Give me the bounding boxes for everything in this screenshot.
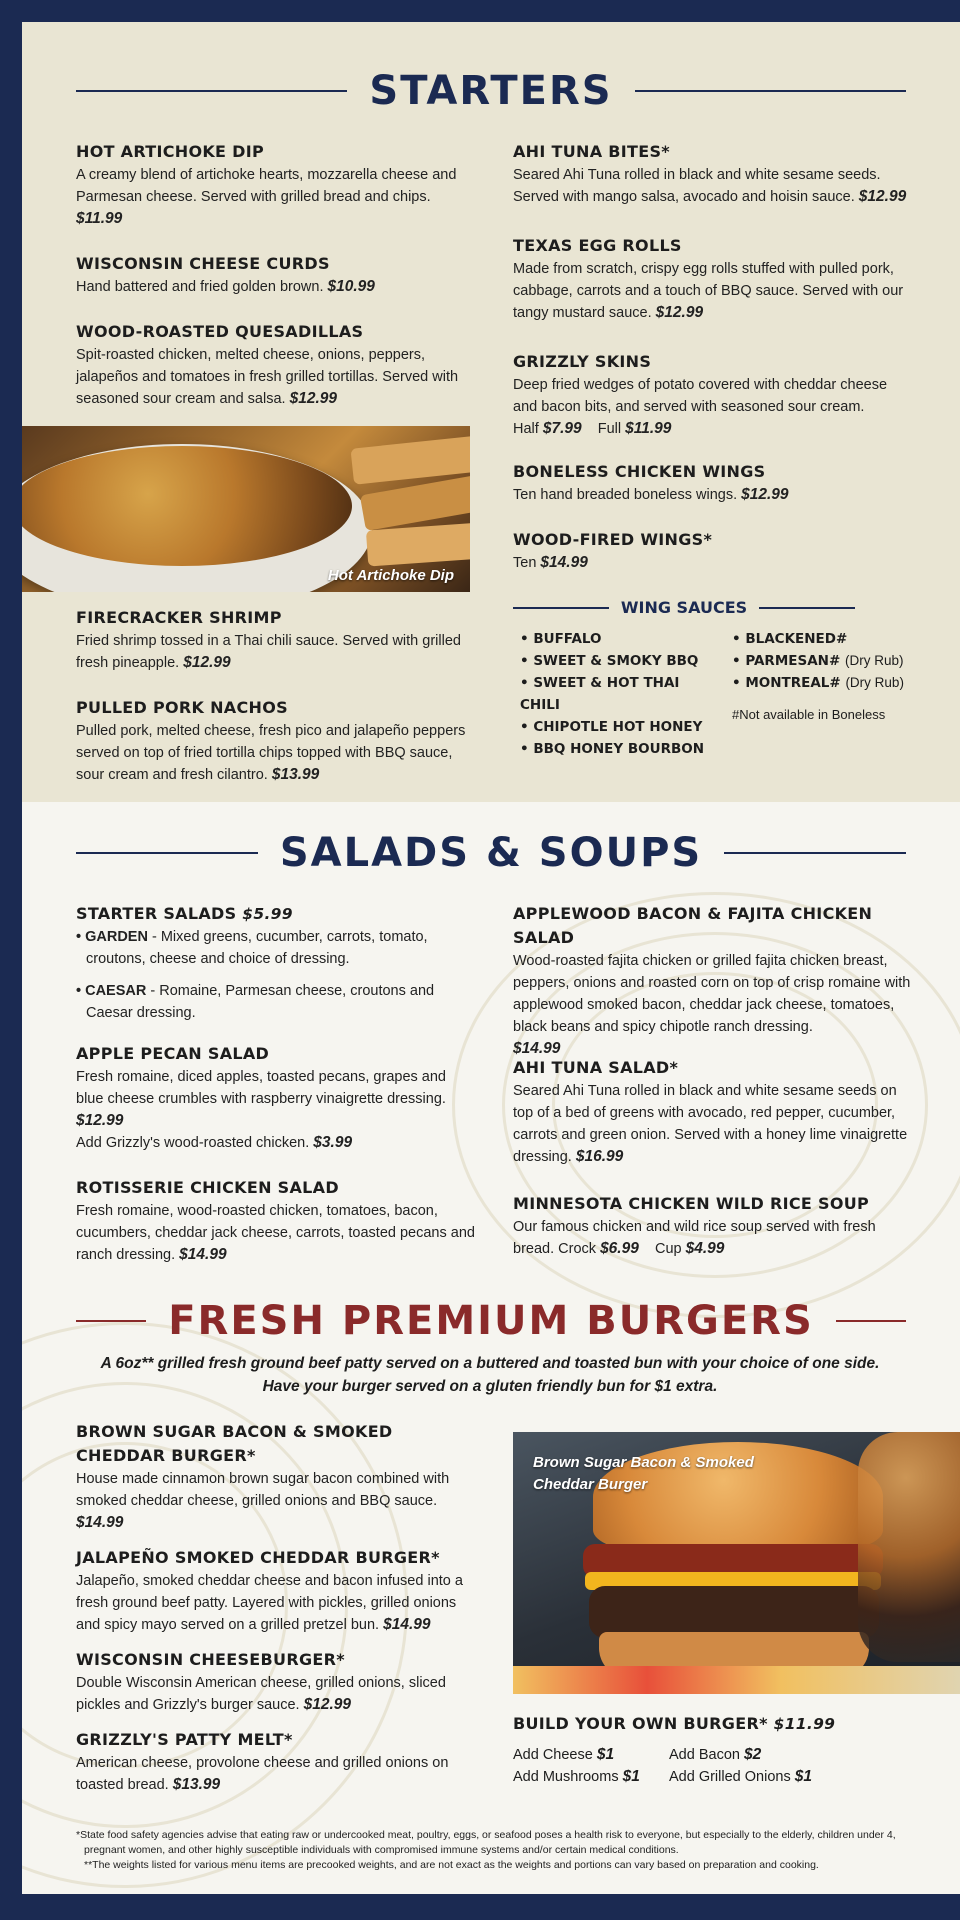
menu-item [76, 140, 476, 230]
full-price: $11.99 [625, 420, 672, 437]
item-desc: Fried shrimp tossed in a Thai chili sauce. Served with grilled fresh pineapple. [76, 633, 461, 671]
photo-caption: Hot Artichoke Dip [327, 567, 454, 584]
item-name: MINNESOTA CHICKEN WILD RICE SOUP [513, 1194, 870, 1213]
sauce-item: • BBQ HONEY BOURBON [520, 741, 705, 757]
menu-item [76, 1728, 476, 1796]
item-name: BONELESS CHICKEN WINGS [513, 462, 766, 481]
item-name: FIRECRACKER SHRIMP [76, 608, 282, 627]
item-desc: Wood-roasted fajita chicken or grilled fajita chicken breast, peppers, onions and roasted corn on top of crisp romaine with applewood smoked bacon, cheddar jack cheese, tomatoes, black beans and spicy chipotle ranch dressing. [513, 953, 911, 1035]
item-name: ROTISSERIE CHICKEN SALAD [76, 1178, 339, 1197]
photo-caption: Brown Sugar Bacon & Smoked Cheddar Burger [533, 1454, 754, 1493]
cup-label: Cup [654, 1241, 682, 1257]
item-price: $12.99 [741, 486, 789, 503]
item-name: JALAPEÑO SMOKED CHEDDAR BURGER* [76, 1548, 440, 1567]
bread-slice [350, 435, 470, 484]
addon-price: $2 [743, 1746, 762, 1763]
item-price: $14.99 [383, 1616, 431, 1633]
option-name: • GARDEN [76, 929, 148, 945]
burgers-header [76, 1298, 906, 1344]
menu-item [76, 252, 476, 298]
footnotes [76, 1828, 906, 1873]
item-price: $14.99 [513, 1040, 561, 1057]
item-desc: Hand battered and fried golden brown. [76, 279, 324, 295]
option-name: • CAESAR [76, 983, 147, 999]
menu-item [513, 1712, 913, 1788]
crock-label: Crock [558, 1241, 597, 1257]
sauce-item: • MONTREAL# [732, 675, 841, 691]
crock-price: $6.99 [600, 1240, 639, 1257]
burgers-title: FRESH PREMIUM BURGERS [168, 1298, 814, 1344]
item-desc: Our famous chicken and wild rice soup served with fresh bread. [513, 1219, 876, 1257]
item-desc: Seared Ahi Tuna rolled in black and white sesame seeds on top of a bed of greens with avocado, red pepper, cucumber, carrots and green onion. Served with a honey lime vinaigrette dressing. [513, 1083, 908, 1165]
item-name: STARTER SALADS [76, 904, 237, 923]
addon-price: $3.99 [313, 1134, 353, 1151]
footnote-text: *State food safety agencies advise that eating raw or undercooked meat, poultry, eggs, or seafood poses a health risk to everyone, but especially to the elderly, children under 4, pregnant women, and other highly susceptible individuals with compromised immune systems and/or certain medical conditions. [76, 1829, 896, 1856]
item-price: $11.99 [76, 210, 123, 227]
item-desc: Deep fried wedges of potato covered with cheddar cheese and bacon bits, and served with seasoned sour cream. [513, 377, 888, 415]
item-name: PULLED PORK NACHOS [76, 698, 288, 717]
half-label: Half [513, 421, 539, 437]
menu-item [76, 1176, 476, 1266]
item-name: GRIZZLY SKINS [513, 352, 652, 371]
option-desc: - Mixed greens, cucumber, carrots, tomato, croutons, cheese and choice of dressing. [86, 929, 428, 967]
menu-item [513, 1056, 913, 1168]
menu-item [513, 460, 913, 506]
item-desc: A creamy blend of artichoke hearts, mozzarella cheese and Parmesan cheese. Served with grilled bread and chips. [76, 167, 457, 205]
item-price: $16.99 [575, 1148, 624, 1165]
wing-sauces-header [513, 598, 855, 617]
starters-title: STARTERS [369, 68, 613, 114]
sauce-note: (Dry Rub) [844, 653, 904, 668]
item-desc: American cheese, provolone cheese and grilled onions on toasted bread. [76, 1755, 449, 1793]
menu-item [513, 1192, 913, 1260]
item-desc: Made from scratch, crispy egg rolls stuffed with pulled pork, cabbage, carrots and a touch of BBQ sauce. Served with our tangy mustard sauce. [513, 261, 904, 321]
option-desc: - Romaine, Parmesan cheese, croutons and Caesar dressing. [86, 983, 435, 1021]
item-name: APPLE PECAN SALAD [76, 1044, 270, 1063]
menu-item [76, 1546, 476, 1636]
sauce-item: • SWEET & SMOKY BBQ [520, 653, 699, 669]
menu-item [76, 902, 476, 1024]
item-name: BUILD YOUR OWN BURGER* [513, 1714, 768, 1733]
full-label: Full [597, 421, 622, 437]
item-name: WISCONSIN CHEESEBURGER* [76, 1650, 345, 1669]
wing-sauces-title: WING SAUCES [620, 598, 748, 617]
item-price: $12.99 [289, 390, 338, 407]
item-price: $12.99 [76, 1112, 124, 1129]
menu-item [513, 902, 913, 1060]
item-name: HOT ARTICHOKE DIP [76, 142, 265, 161]
byo-addons [513, 1744, 913, 1788]
wing-sauce-list [732, 628, 932, 726]
menu-item [76, 1648, 476, 1716]
sauce-note: (Dry Rub) [845, 675, 904, 690]
item-desc: Pulled pork, melted cheese, fresh pico and jalapeño peppers served on top of fried tortilla chips topped with BBQ sauce, sour cream and fresh cilantro. [76, 723, 466, 783]
menu-item [513, 140, 913, 208]
item-name: BROWN SUGAR BACON & SMOKED CHEDDAR BURGER* [76, 1422, 393, 1465]
cup-price: $4.99 [685, 1240, 725, 1257]
footnote-text: **The weights listed for various menu items are precooked weights, and are not exact as the weights and portions can vary based on preparation and cooking. [84, 1859, 819, 1871]
item-price: $12.99 [183, 654, 231, 671]
menu-item [513, 350, 913, 440]
wing-sauce-list [520, 628, 720, 760]
item-desc: Jalapeño, smoked cheddar cheese and bacon infused into a fresh ground beef patty. Layered with pickles, grilled onions and spicy mayo served on a grilled pretzel bun. [76, 1573, 463, 1633]
item-desc: Fresh romaine, wood-roasted chicken, tomatoes, bacon, cucumbers, cheddar jack cheese, carrots, toasted pecans and ranch dressing. [76, 1203, 475, 1263]
item-name: APPLEWOOD BACON & FAJITA CHICKEN SALAD [513, 904, 873, 947]
addon-label: Add Bacon [669, 1747, 740, 1763]
menu-item [76, 606, 476, 674]
item-price: $14.99 [179, 1246, 227, 1263]
sauce-item: • PARMESAN# [732, 653, 841, 669]
menu-item [76, 1042, 476, 1154]
item-desc: Ten hand breaded boneless wings. [513, 487, 738, 503]
menu-item [76, 320, 476, 410]
item-price: $13.99 [172, 1776, 221, 1793]
item-price: $11.99 [773, 1715, 836, 1733]
burger-photo [513, 1432, 960, 1694]
addon-price: $1 [596, 1746, 615, 1763]
item-desc: House made cinnamon brown sugar bacon combined with smoked cheddar cheese, grilled onions and BBQ sauce. [76, 1471, 450, 1509]
menu-item [76, 696, 476, 786]
addon-price: $1 [622, 1768, 640, 1785]
item-price: $14.99 [540, 554, 588, 571]
item-name: WOOD-ROASTED QUESADILLAS [76, 322, 364, 341]
item-desc: Spit-roasted chicken, melted cheese, onions, peppers, jalapeños and tomatoes in fresh grilled tortillas. Served with seasoned sour cream and salsa. [76, 347, 459, 407]
addon-text: Add Grizzly's wood-roasted chicken. [76, 1135, 310, 1151]
sauce-item: • SWEET & HOT THAI CHILI [520, 675, 680, 713]
addon-label: Add Grilled Onions [669, 1769, 791, 1785]
menu-item [513, 234, 913, 324]
addon-price: $1 [794, 1768, 812, 1785]
sauce-item: • BUFFALO [520, 631, 602, 647]
addon-label: Add Cheese [513, 1747, 593, 1763]
item-name: WISCONSIN CHEESE CURDS [76, 254, 330, 273]
addon-label: Add Mushrooms [513, 1769, 619, 1785]
item-price: $12.99 [858, 188, 907, 205]
salads-title: SALADS & SOUPS [279, 830, 703, 876]
salads-header [76, 830, 906, 876]
item-name: WOOD-FIRED WINGS* [513, 530, 713, 549]
item-name: GRIZZLY'S PATTY MELT* [76, 1730, 293, 1749]
item-desc: Double Wisconsin American cheese, grilled onions, sliced pickles and Grizzly's burger sauce. [76, 1675, 446, 1713]
item-desc: Ten [513, 555, 537, 571]
burger-patty [589, 1586, 879, 1638]
burgers-intro: A 6oz** grilled fresh ground beef patty served on a buttered and toasted bun with your choice of one side. Have your burger served on a gluten friendly bun for $1 extra. [100, 1355, 880, 1395]
half-price: $7.99 [542, 420, 582, 437]
menu-item [513, 528, 913, 574]
starters-header [76, 68, 906, 114]
second-burger [858, 1432, 960, 1662]
item-desc: Fresh romaine, diced apples, toasted pecans, grapes and blue cheese crumbles with raspberry vinaigrette dressing. [76, 1069, 446, 1107]
item-name: AHI TUNA BITES* [513, 142, 670, 161]
item-price: $10.99 [327, 278, 375, 295]
fries-strip [513, 1666, 960, 1694]
item-price: $14.99 [76, 1514, 124, 1531]
item-desc: Seared Ahi Tuna rolled in black and white sesame seeds. Served with mango salsa, avocado and hoisin sauce. [513, 167, 881, 205]
sauce-footnote: #Not available in Boneless [732, 707, 886, 722]
item-price: $13.99 [271, 766, 320, 783]
artichoke-dip-photo [22, 426, 470, 592]
item-name: TEXAS EGG ROLLS [513, 236, 682, 255]
item-price: $12.99 [303, 1696, 352, 1713]
item-name: AHI TUNA SALAD* [513, 1058, 679, 1077]
sauce-item: • BLACKENED# [732, 631, 848, 647]
item-price: $5.99 [242, 905, 293, 923]
dip-surface [22, 446, 352, 566]
item-price: $12.99 [655, 304, 704, 321]
menu-item [76, 1420, 456, 1534]
sauce-item: • CHIPOTLE HOT HONEY [520, 719, 703, 735]
